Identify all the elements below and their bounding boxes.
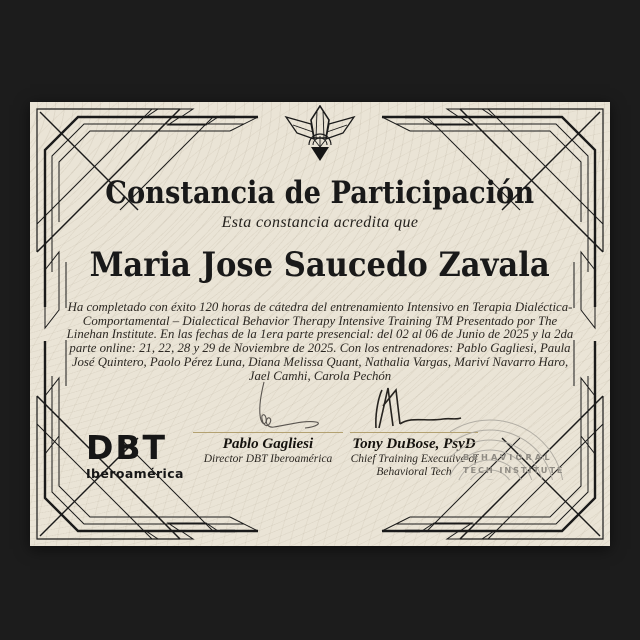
signatory-name: Pablo Gagliesi	[222, 436, 314, 452]
certificate-title-text: Constancia de Participación	[105, 175, 535, 211]
certificate-title	[30, 174, 610, 212]
recipient-name-text: Maria Jose Saucedo Zavala	[89, 245, 551, 285]
signatory-name: Tony DuBose, PsyD	[352, 436, 476, 452]
dbt-iberoamerica-logo	[86, 428, 184, 481]
crown-base-triangle	[311, 147, 329, 161]
certificate-body-text: Ha completado con éxito 120 horas de cátedra del entrenamiento Intensivo en Terapia Dialéctica-Comportamental – Dialectical Behavior Therapy Intensive Training TM Presentado por The Linehan Institute. En las fechas de la 1era parte presencial: del 02 al 06 de Junio de 2025 y la 2da parte online: 21, 22, 28 y 29 de Noviembre de 2025. Con los entrenadores: Pablo Gagliesi, Paula José Quintero, Paolo Pérez Luna, Diana Melissa Quant, Nathalia Vargas, Mariví Navarro Haro, Jael Camhi, Carola Pechón	[66, 300, 574, 383]
bti-logo-line2: TECH INSTITUTE	[463, 465, 565, 475]
recipient-name	[30, 244, 610, 286]
dbt-wordmark: DBT	[86, 428, 168, 467]
certificate-subtitle: Esta constancia acredita que	[221, 214, 419, 231]
signatory-role: Director DBT Iberoamérica	[203, 453, 333, 465]
bti-logo-line1: BEHAVIORAL	[463, 452, 553, 462]
signatory-role: Behavioral Tech	[376, 466, 452, 478]
pablo-gagliesi-signature-icon	[208, 380, 328, 432]
certificate-paper	[30, 102, 610, 546]
signatory-role: Chief Training Executive of	[350, 453, 478, 465]
behavioral-tech-institute-logo	[450, 414, 610, 480]
art-deco-crown-icon	[283, 105, 357, 163]
dbt-subtext: Iberoamérica	[86, 466, 184, 481]
